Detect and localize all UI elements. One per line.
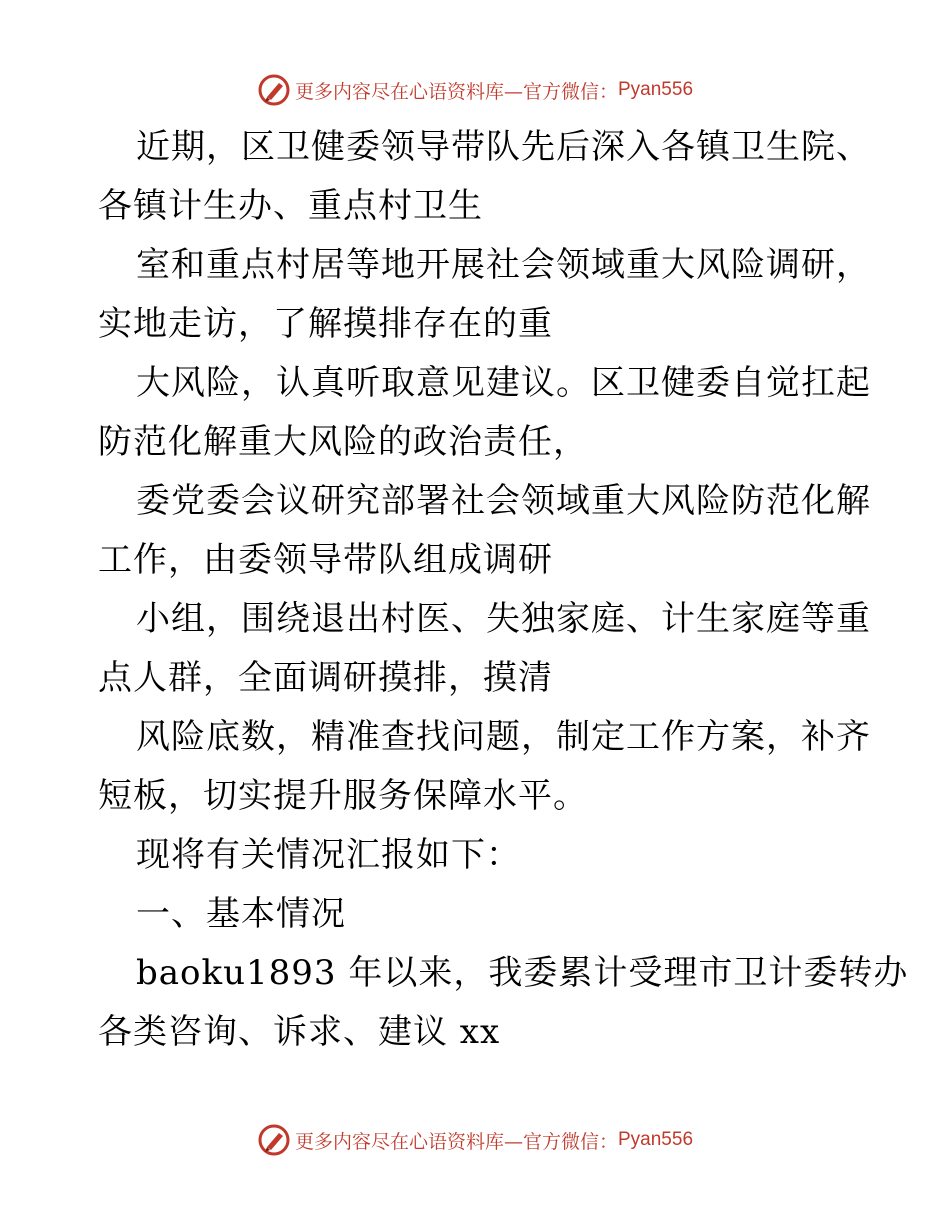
pen-logo-icon xyxy=(257,1123,291,1157)
footer-watermark xyxy=(0,1122,950,1158)
text-line: 近期，区卫健委领导带队先后深入各镇卫生院、 xyxy=(136,127,871,167)
watermark-text: 更多内容尽在心语资料库—官方微信： xyxy=(294,80,618,103)
text-line: 防范化解重大风险的政治责任， xyxy=(98,422,588,462)
text-line: 各镇计生办、重点村卫生 xyxy=(98,186,483,226)
watermark-text: 更多内容尽在心语资料库—官方微信： xyxy=(294,1130,618,1153)
pen-logo-icon xyxy=(257,73,291,107)
text-line: 室和重点村居等地开展社会领域重大风险调研， xyxy=(136,245,871,285)
text-line: 实地走访，了解摸排存在的重 xyxy=(98,304,553,344)
text-line: 各类咨询、诉求、建议 xx xyxy=(98,1012,501,1052)
text-line: 点人群，全面调研摸排，摸清 xyxy=(98,658,553,698)
section-heading: 一、基本情况 xyxy=(136,894,346,934)
text-line: 短板，切实提升服务保障水平。 xyxy=(98,776,588,816)
watermark-wechat-id: Pyan556 xyxy=(618,1129,694,1150)
text-line: 小组，围绕退出村医、失独家庭、计生家庭等重 xyxy=(136,599,871,639)
watermark-wechat-id: Pyan556 xyxy=(618,79,694,100)
text-line: 委党委会议研究部署社会领域重大风险防范化解 xyxy=(136,481,871,521)
text-line: 大风险，认真听取意见建议。区卫健委自觉扛起 xyxy=(136,363,871,403)
text-line: 工作，由委领导带队组成调研 xyxy=(98,540,553,580)
document-body xyxy=(98,118,909,1062)
text-line: baoku1893 年以来，我委累计受理市卫计委转办 xyxy=(136,953,909,993)
text-line: 风险底数，精准查找问题，制定工作方案，补齐 xyxy=(136,717,871,757)
report-intro-line: 现将有关情况汇报如下： xyxy=(136,835,521,875)
header-watermark xyxy=(0,72,950,108)
